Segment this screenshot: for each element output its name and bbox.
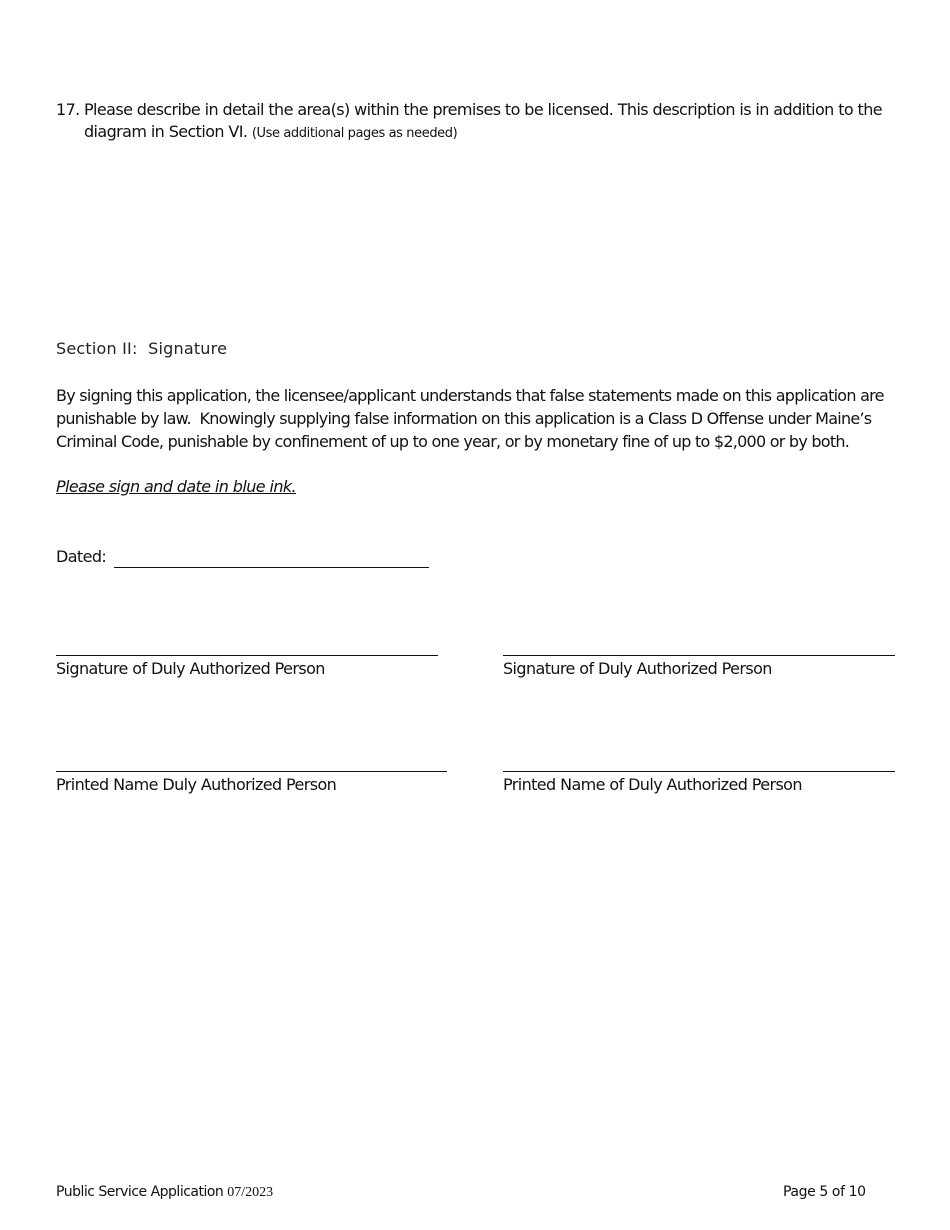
sign-instruction: Please sign and date in blue ink.	[56, 477, 297, 496]
printed-name-line-left[interactable]	[56, 771, 447, 772]
question-note: (Use additional pages as needed)	[251, 126, 458, 141]
dated-label: Dated:	[56, 547, 107, 566]
signature-block-right	[503, 641, 895, 680]
question-text-block	[84, 99, 901, 145]
printed-name-block-right	[503, 757, 895, 796]
signature-label-left: Signature of Duly Authorized Person	[56, 659, 325, 678]
legal-statement: By signing this application, the licensee/applicant understands that false statements made on this application are punishable by law. Knowingly supplying false information on this application is a Class D Offense under Maine’s Criminal Code, punishable by confinement of up to one year, or by monetary fine of up to $2,000 or by both.	[56, 386, 889, 451]
question-17	[56, 99, 901, 145]
printed-name-line-right[interactable]	[503, 771, 895, 772]
dated-line[interactable]	[114, 551, 429, 568]
question-number: 17.	[56, 100, 80, 119]
question-text: Please describe in detail the area(s) within the premises to be licensed. This description is in addition to the diagram in Section VI.	[84, 100, 883, 141]
section-title: Section II: Signature	[56, 339, 228, 358]
dated-field[interactable]	[56, 546, 429, 568]
printed-name-label-right: Printed Name of Duly Authorized Person	[503, 775, 802, 794]
page-number: Page 5 of 10	[783, 1184, 866, 1200]
signature-line-right[interactable]	[503, 655, 895, 656]
footer-form-name	[56, 1182, 273, 1203]
footer-form-date: 07/2023	[227, 1185, 274, 1200]
printed-name-label-left: Printed Name Duly Authorized Person	[56, 775, 337, 794]
signature-block-left	[56, 641, 438, 680]
signature-label-right: Signature of Duly Authorized Person	[503, 659, 772, 678]
footer-form-title: Public Service Application	[56, 1184, 228, 1200]
signature-line-left[interactable]	[56, 655, 438, 656]
printed-name-block-left	[56, 757, 448, 796]
